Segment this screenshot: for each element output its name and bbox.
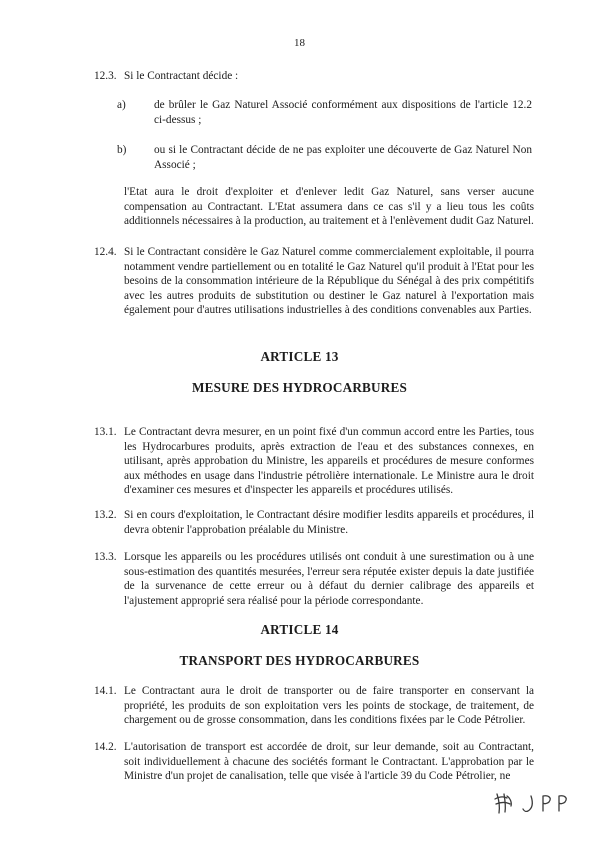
section-13-2-text: Si en cours d'exploitation, le Contractant désire modifier lesdits appareils et procédures, il devra obtenir l'approbation préalable du Ministre. (124, 509, 534, 536)
article-14-heading: ARTICLE 14 (260, 622, 339, 637)
article-14-title: TRANSPORT DES HYDROCARBURES (179, 653, 420, 668)
item-marker-a: a) (117, 99, 126, 111)
section-number-13-3: 13.3. (94, 551, 117, 563)
section-14-1-text: Le Contractant aura le droit de transporter ou de faire transporter en conservant la propriété, les produits de son exploitation vers les points de stockage, de traitement, de chargement ou de grosse consommation, dans les conditions fixées par le Code Pétrolier. (124, 685, 534, 726)
item-marker-b: b) (117, 144, 127, 156)
section-13-1-text: Le Contractant devra mesurer, en un point fixé d'un commun accord entre les Parties, tous les Hydrocarbures produits, après extraction de l'eau et des substances connexes, en utilisant, après approbation du Ministre, les appareils et procédures de mesure conformes aux méthodes en usage dans l'industrie pétrolière internationale. Le Ministre aura le droit d'examiner ces mesures et d'inspecter les appareils et procédures utilisés. (124, 426, 534, 496)
section-14-2-text: L'autorisation de transport est accordée de droit, sur leur demande, soit au Contractant, soit individuellement à chacune des sociétés formant le Contractant. L'approbation par le Ministre d'un projet de canalisation, telle que visée à l'article 39 du Code Pétrolier, ne (124, 741, 534, 782)
section-12-3-intro: Si le Contractant décide : (124, 70, 239, 82)
section-number-13-1: 13.1. (94, 426, 117, 438)
section-13-3-text: Lorsque les appareils ou les procédures utilisés ont conduit à une surestimation ou à une sous-estimation des quantités mesurées, l'erreur sera réputée exister depuis la date justifiée de la survenance de cette erreur ou à défaut du dernier calibrage des appareils et l'ajustement approprié sera réalisé pour la période correspondante. (124, 551, 534, 607)
section-12-4-text: Si le Contractant considère le Gaz Naturel comme commercialement exploitable, il pourra notamment vendre partiellement ou en totalité le Gaz Naturel qu'il produit à l'Etat pour les besoins de la consommation intérieure de la République du Sénégal à des prix compétitifs avec les autres produits de substitution ou destiner le Gaz naturel à l'exportation mais également pour d'autres utilisations industrielles à des conditions convenables aux Parties. (124, 246, 534, 316)
section-number-12-4: 12.4. (94, 246, 117, 258)
section-12-3-conclusion: l'Etat aura le droit d'exploiter et d'enlever ledit Gaz Naturel, sans verser aucune compensation au Contractant. L'Etat assumera dans ce cas s'il y a lieu tous les coûts additionnels nécessaires à la production, au traitement et à l'enlèvement dudit Gaz Naturel. (124, 186, 534, 227)
article-13-heading: ARTICLE 13 (260, 349, 339, 364)
section-number-14-2: 14.2. (94, 741, 117, 753)
section-number-13-2: 13.2. (94, 509, 117, 521)
article-13-title: MESURE DES HYDROCARBURES (191, 380, 408, 395)
handwritten-initials (493, 790, 583, 816)
item-a-text: de brûler le Gaz Naturel Associé conformément aux dispositions de l'article 12.2 ci-dessus ; (154, 99, 532, 126)
section-number-14-1: 14.1. (94, 685, 117, 697)
page-number: 18 (294, 37, 305, 49)
section-number-12-3: 12.3. (94, 70, 117, 82)
item-b-text: ou si le Contractant décide de ne pas exploiter une découverte de Gaz Naturel Non Associé ; (154, 144, 532, 171)
